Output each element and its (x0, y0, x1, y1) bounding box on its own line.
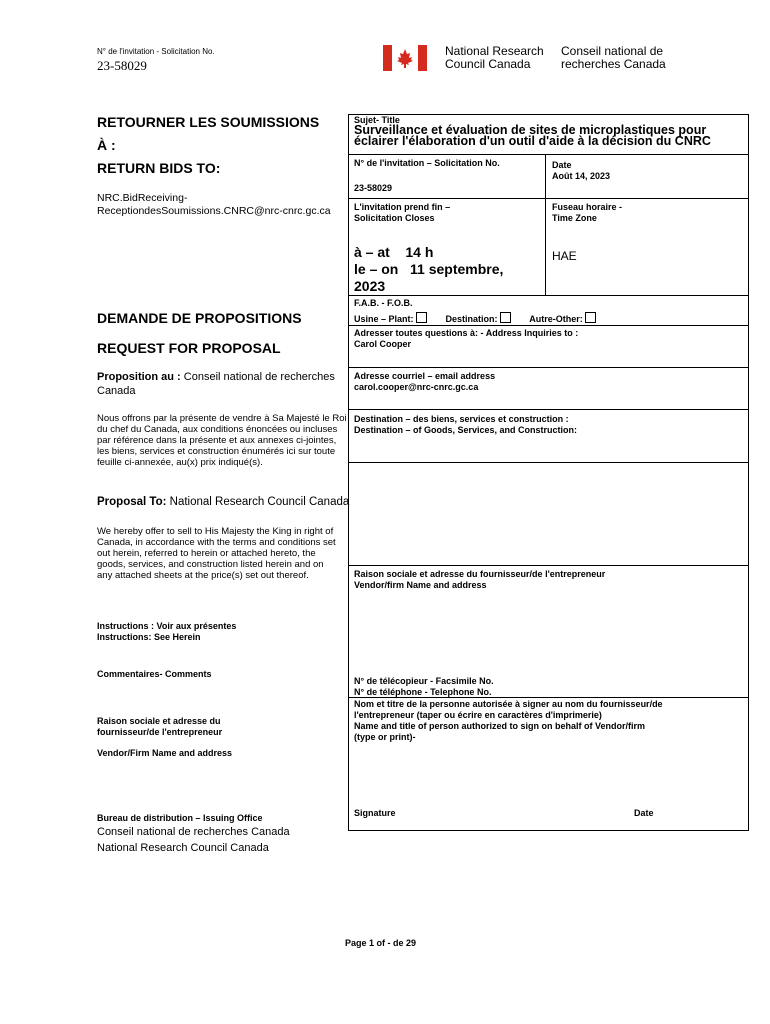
solicitation-no-label: N° de l'invitation – Solicitation No. (354, 158, 500, 168)
plant-checkbox[interactable] (416, 312, 427, 323)
solicitation-number-header: 23-58029 (97, 58, 147, 73)
timezone-label: Fuseau horaire - Time Zone (552, 202, 623, 223)
comments-label: Commentaires- Comments (97, 669, 212, 679)
closing-time: à – at 14 h le – on 11 septembre, 2023 (354, 244, 504, 294)
signature-label: Signature (354, 808, 396, 818)
subject-section: Sujet- Title Surveillance et évaluation de sites de microplastiques pour éclairer l'élaboration d'un outil d'aide à la décision du CNRC (354, 115, 711, 148)
return-bids-fr-2: À : (97, 137, 116, 153)
nrc-french-name: Conseil national de recherches Canada (561, 44, 666, 71)
inquiries: Adresser toutes questions à: - Address Inquiries to : Carol Cooper (354, 328, 579, 349)
solicitation-caption: N° de l'invitation - Solicitation No. (97, 47, 215, 56)
proposition-au: Proposition au : Conseil national de recherches Canada (97, 371, 335, 397)
offer-text-en: We hereby offer to sell to His Majesty the King in right of Canada, in accordance with the terms and conditions set out herein, referred to herein or attached hereto, the goods, services, and construction listed herein and on any attached sheets at the price(s) set out thereof. (97, 526, 336, 581)
timezone-value: HAE (552, 249, 577, 263)
fob-label: F.A.B. - F.O.B. (354, 298, 413, 308)
proposal-to: Proposal To: National Research Council Canada (97, 496, 350, 508)
return-bids-en: RETURN BIDS TO: (97, 160, 221, 176)
vendor-section: Raison sociale et adresse du fournisseur/de l'entrepreneur Vendor/firm Name and address (354, 569, 606, 590)
authorized-person: Nom et titre de la personne autorisée à signer au nom du fournisseur/de l'entrepreneur (taper ou écrire en caractères d'imprimerie) Name and title of person authorized to sign on behalf of Vendor/firm (type or print)- (354, 699, 663, 742)
email-section: Adresse courriel – email address carol.cooper@nrc-cnrc.gc.ca (354, 371, 496, 392)
issuing-office-label: Bureau de distribution – Issuing Office (97, 813, 263, 823)
issuing-office: Conseil national de recherches Canada National Research Council Canada (97, 826, 290, 854)
fob-options: Usine – Plant: Destination: Autre-Other: (354, 312, 596, 324)
page-number: Page 1 of - de 29 (345, 938, 417, 948)
destination-checkbox[interactable] (500, 312, 511, 323)
solicitation-no-value: 23-58029 (354, 183, 393, 193)
request-heading: REQUEST FOR PROPOSAL (97, 340, 281, 356)
fax-phone: N° de télécopieur - Facsimile No. N° de téléphone - Telephone No. (354, 676, 494, 697)
closes-label: L'invitation prend fin – Solicitation Closes (354, 202, 451, 223)
date-label: Date (552, 160, 572, 170)
demande-heading: DEMANDE DE PROPOSITIONS (97, 310, 302, 326)
instructions: Instructions : Voir aux présentes Instructions: See Herein (97, 621, 237, 642)
signature-date-label: Date (634, 808, 654, 818)
offer-text-fr: Nous offrons par la présente de vendre à Sa Majesté le Roi du chef du Canada, aux conditions énoncées ou incluses par référence dans la présente et aux annexes ci-jointes, les biens, services et construction énumérés ici sur toute feuille ci-annexée, au(x) prix indiqué(s). (97, 413, 347, 468)
destination-section: Destination – des biens, services et construction : Destination – of Goods, Services, and Construction: (354, 414, 578, 435)
canada-flag-icon (383, 45, 427, 71)
bid-email: NRC.BidReceiving- ReceptiondesSoumissions.CNRC@nrc-cnrc.gc.ca (97, 192, 331, 217)
vendor-label-left: Raison sociale et adresse du fournisseur/de l'entrepreneur (97, 716, 223, 737)
nrc-english-name: National Research Council Canada (445, 44, 544, 71)
other-checkbox[interactable] (585, 312, 596, 323)
vendor-label-left-en: Vendor/Firm Name and address (97, 748, 233, 758)
date-value: Août 14, 2023 (552, 171, 611, 181)
return-bids-fr: RETOURNER LES SOUMISSIONS (97, 114, 320, 130)
